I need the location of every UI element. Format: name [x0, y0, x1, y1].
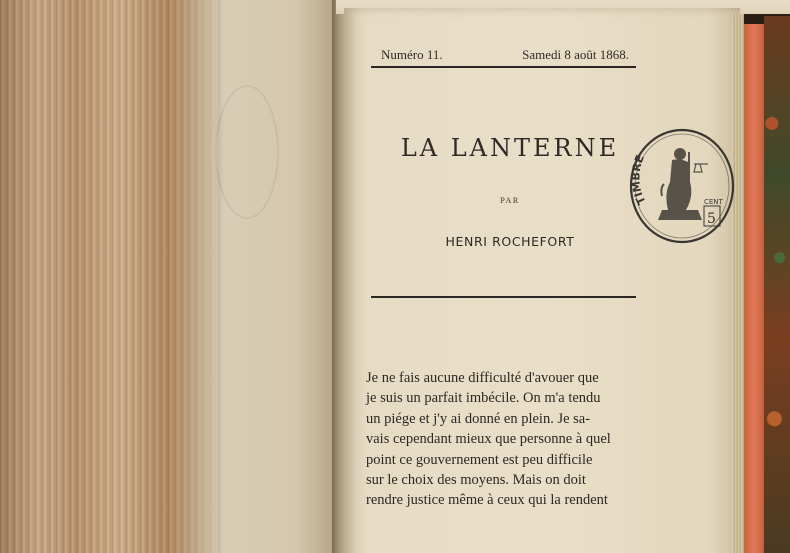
left-page: [170, 0, 350, 553]
issue-number: Numéro 11.: [381, 47, 443, 62]
author-name: HENRI ROCHEFORT: [445, 234, 575, 249]
body-line: un piége et j'y ai donné en plein. Je sa-: [366, 410, 591, 427]
issue-date: Samedi 8 août 1868.: [522, 47, 629, 62]
body-text: [366, 368, 640, 511]
stamp-unit: CENT: [704, 198, 723, 206]
body-line: vais cependant mieux que personne à quel: [366, 431, 611, 448]
header-rule: [371, 66, 636, 68]
stamp-value: 5: [707, 211, 716, 227]
tax-stamp: [624, 124, 740, 248]
show-through-stamp: [215, 85, 279, 219]
page-header: [381, 47, 629, 63]
section-rule: [371, 296, 636, 298]
body-line: rendre justice même à ceux qui la rendent: [366, 492, 608, 509]
body-line: point ce gouvernement est peu difficile: [366, 451, 593, 468]
body-line: je suis un parfait imbécile. On m'a tendu: [366, 390, 601, 407]
by-line: PAR: [500, 196, 520, 205]
stamp-label-path: TIMBRE: [629, 153, 649, 207]
body-line: sur le choix des moyens. Mais on doit: [366, 472, 586, 489]
body-line: Je ne fais aucune difficulté d'avouer que: [366, 370, 599, 386]
page-title: LA LANTERNE: [400, 134, 620, 162]
allegory-figure-icon: [658, 148, 708, 220]
marbled-cover: [764, 16, 790, 553]
right-page-stack: [732, 14, 744, 553]
